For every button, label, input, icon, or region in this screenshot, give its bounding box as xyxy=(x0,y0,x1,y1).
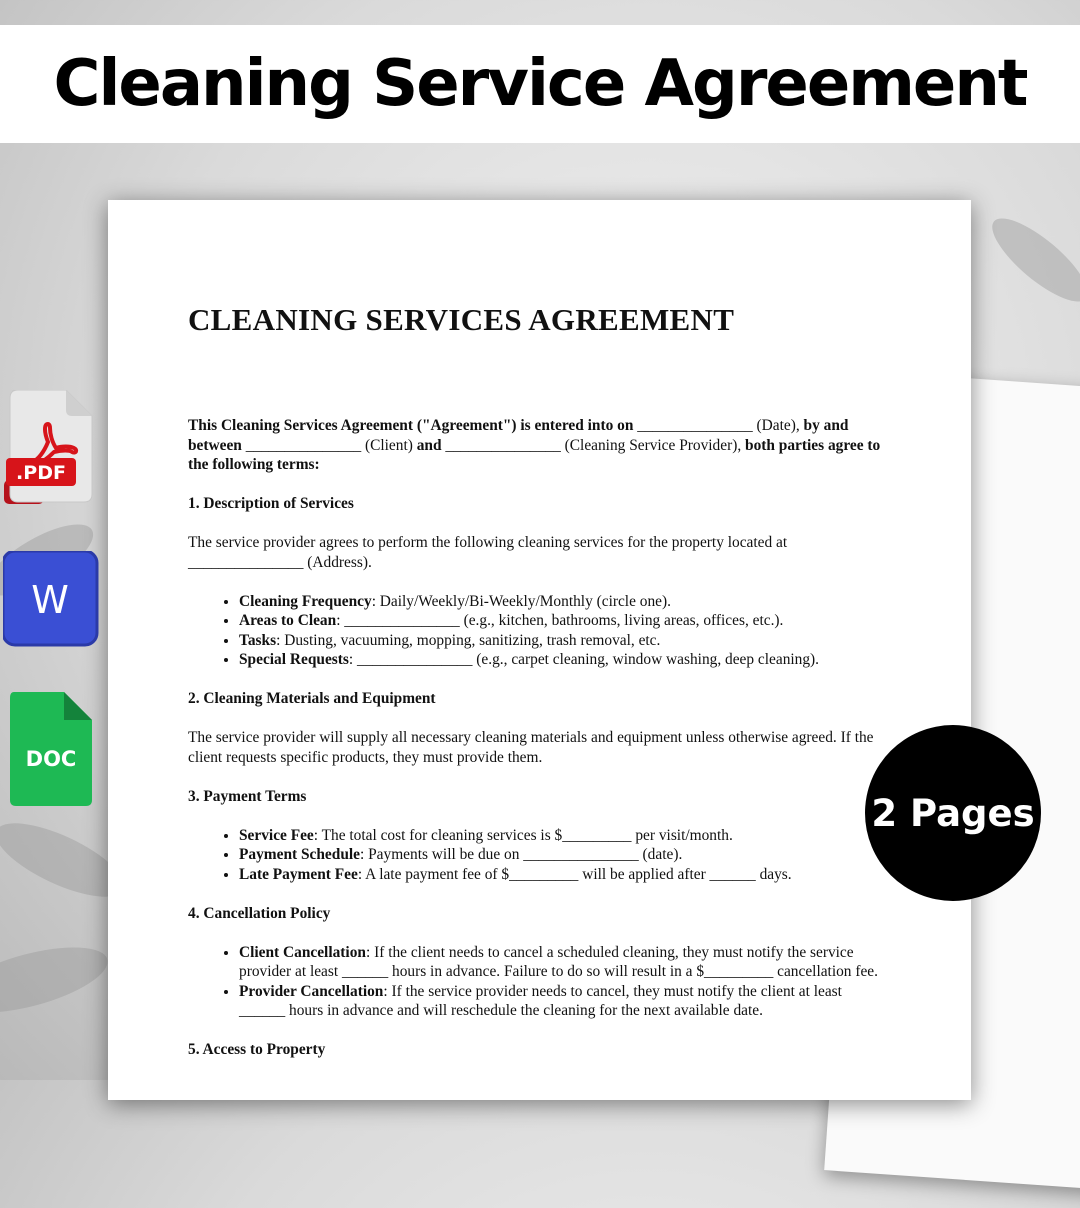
item-label: Tasks xyxy=(239,631,277,649)
bullet-list xyxy=(188,826,888,885)
doc-label: DOC xyxy=(25,747,77,771)
document-body xyxy=(188,300,888,1079)
list-item xyxy=(239,826,888,846)
item-label: Provider Cancellation xyxy=(239,982,384,1000)
list-item xyxy=(239,650,888,670)
section-heading: 3. Payment Terms xyxy=(188,787,307,805)
section-heading: 1. Description of Services xyxy=(188,495,354,512)
document-page xyxy=(108,200,971,1100)
pdf-file-icon xyxy=(4,390,96,506)
item-label: Client Cancellation xyxy=(239,943,366,961)
list-item xyxy=(239,592,888,612)
item-label: Special Requests xyxy=(239,651,349,668)
bullet-list xyxy=(188,943,888,1021)
section-text: The service provider agrees to perform the following cleaning services for the property located at _______________ (Address). xyxy=(188,534,788,571)
intro-text-3: _______________ (Cleaning Service Provider), xyxy=(441,436,746,454)
intro-text-1: _______________ (Date), xyxy=(633,417,804,434)
intro-bold-4: both parties agree to the following terms: xyxy=(188,436,881,473)
item-text: : A late payment fee of $_________ will be applied after ______ days. xyxy=(357,865,792,883)
banner-title: Cleaning Service Agreement xyxy=(53,47,1027,121)
item-label: Late Payment Fee xyxy=(239,865,358,883)
section-text: The service provider will supply all necessary cleaning materials and equipment unless otherwise agreed. If the client requests specific products, they must provide them. xyxy=(188,729,874,766)
intro-bold-1: This Cleaning Services Agreement ("Agreement") is entered into on xyxy=(188,417,634,434)
bullet-list xyxy=(188,592,888,670)
item-text: : The total cost for cleaning services is $_________ per visit/month. xyxy=(313,826,733,844)
item-text: : _______________ (e.g., kitchen, bathrooms, living areas, offices, etc.). xyxy=(336,612,784,629)
list-item xyxy=(239,865,888,885)
list-item xyxy=(239,611,888,631)
intro-bold-3: and xyxy=(416,436,442,454)
item-text: : _______________ (e.g., carpet cleaning, window washing, deep cleaning). xyxy=(348,651,820,668)
item-label: Cleaning Frequency xyxy=(239,592,372,610)
list-item xyxy=(239,845,888,865)
list-item xyxy=(239,631,888,651)
doc-file-icon xyxy=(8,692,94,808)
section-heading: 2. Cleaning Materials and Equipment xyxy=(188,690,436,707)
item-text: : If the client needs to cancel a scheduled cleaning, they must notify the service provider at least ______ hours in advance. Failure to do so will result in a $_________ cancellation fee. xyxy=(239,943,878,980)
item-text: : Payments will be due on _______________ (date). xyxy=(359,846,683,863)
item-label: Payment Schedule xyxy=(239,846,360,863)
item-text: : Dusting, vacuuming, mopping, sanitizing, trash removal, etc. xyxy=(276,631,661,649)
item-text: : If the service provider needs to cancel, they must notify the client at least ______ hours in advance and will reschedule the cleaning for the next available date. xyxy=(239,982,842,1019)
list-item xyxy=(239,982,888,1021)
item-label: Service Fee xyxy=(239,826,314,844)
word-label: W xyxy=(31,578,69,622)
intro-paragraph xyxy=(188,416,888,475)
pdf-label: .PDF xyxy=(16,462,66,484)
item-text: : Daily/Weekly/Bi-Weekly/Monthly (circle one). xyxy=(371,592,671,610)
item-label: Areas to Clean xyxy=(239,612,337,629)
section-heading: 5. Access to Property xyxy=(188,1041,326,1058)
list-item xyxy=(239,943,888,982)
intro-bold-2: by and between xyxy=(188,417,849,454)
word-file-icon xyxy=(3,551,99,647)
document-title: CLEANING SERVICES AGREEMENT xyxy=(188,302,735,337)
section-heading: 4. Cancellation Policy xyxy=(188,904,331,922)
page-count-badge: 2 Pages xyxy=(865,725,1041,901)
intro-text-2: _______________ (Client) xyxy=(241,436,417,454)
title-banner xyxy=(0,25,1080,143)
